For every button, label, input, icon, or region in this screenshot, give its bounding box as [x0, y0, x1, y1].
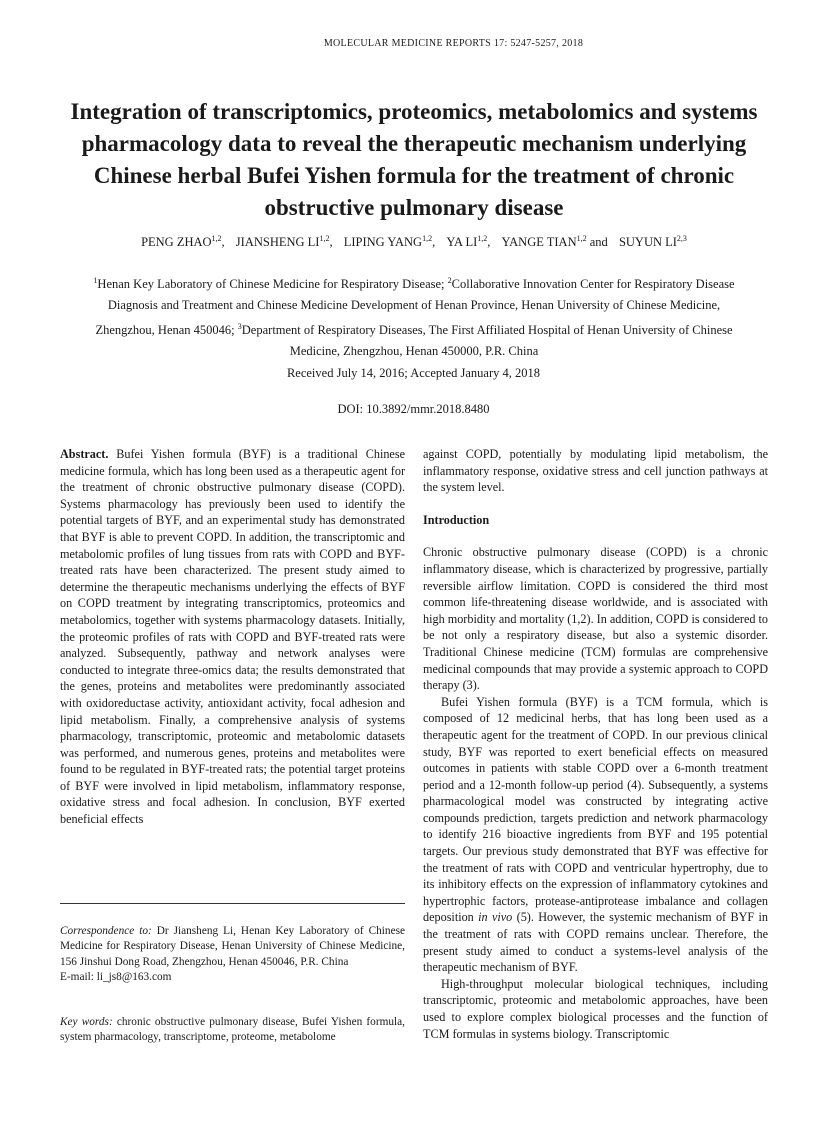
author: [446, 235, 490, 249]
section-heading-introduction: Introduction: [423, 512, 490, 527]
right-column: [423, 446, 768, 1042]
running-header: MOLECULAR MEDICINE REPORTS 17: 5247-5257, 2018: [323, 38, 584, 49]
paper-title: Integration of transcriptomics, proteomics, metabolomics and systems pharmacology data to reveal the therapeutic mechanism underlying Chinese herbal Bufei Yishen formula for the treatment of chronic obstructive pulmonary disease: [70, 99, 758, 220]
correspondence-text: Dr Jiansheng Li, Henan Key Laboratory of Chinese Medicine for Respiratory Disease, Henan University of Chinese Medicine, 156 Jinshui Dong Road, Zhengzhou, Henan 450046, P.R. China: [60, 925, 406, 968]
author-name: SUYUN LI: [618, 235, 677, 250]
affil-sup: 2: [447, 276, 452, 285]
affiliations: [80, 270, 748, 362]
intro-italic: in vivo: [478, 910, 513, 925]
author-sep: and: [586, 235, 608, 250]
intro-paragraph: High-throughput molecular biological techniques, including transcriptomic, proteomic and metabolomic approaches, have been used to explore complex biological processes and the function of TCM formulas in systems biology. Transcriptomic: [423, 976, 768, 1041]
author: [502, 235, 608, 249]
author: [619, 235, 687, 249]
keywords-text: chronic obstructive pulmonary disease, Bufei Yishen formula, system pharmacology, transcriptome, proteome, metabolome: [60, 1016, 405, 1044]
abstract-continued: against COPD, potentially by modulating lipid metabolism, the inflammatory response, oxidative stress and cell junction pathways at the system level.: [423, 447, 768, 495]
author: [236, 235, 333, 249]
author-affil-sup: 1,2: [422, 234, 433, 243]
affil-sup: 1: [93, 276, 98, 285]
author-name: JIANSHENG LI: [235, 235, 320, 250]
correspondence-email[interactable]: E-mail: li_js8@163.com: [60, 970, 172, 983]
footnote-divider: [60, 903, 405, 904]
keywords-label: Key words:: [60, 1016, 113, 1028]
left-column: [60, 446, 405, 828]
author-affil-sup: 1,2: [211, 234, 222, 243]
affil-sup: 3: [237, 322, 242, 332]
author-name: PENG ZHAO: [141, 235, 212, 250]
author: [344, 235, 435, 249]
author-name: LIPING YANG: [343, 235, 423, 250]
affiliation: Collaborative Innovation Center for Respiratory Disease Diagnosis and Treatment and Chinese Medicine Development of Henan Province, Henan University of Chinese Medicine, Zhengzhou, Henan 450046;: [95, 277, 735, 338]
keywords: [60, 1015, 405, 1046]
author: [141, 235, 225, 249]
author-sep: ,: [487, 235, 491, 250]
correspondence-label: Correspondence to:: [60, 925, 152, 937]
author-affil-sup: 1,2: [576, 234, 587, 243]
received-dates: Received July 14, 2016; Accepted January 4, 2018: [286, 366, 541, 380]
affiliation: Henan Key Laboratory of Chinese Medicine for Respiratory Disease;: [97, 277, 448, 292]
author-list: [60, 234, 768, 250]
author-sep: ,: [329, 235, 333, 250]
author-name: YA LI: [446, 235, 478, 250]
author-affil-sup: 1,2: [319, 234, 330, 243]
author-sep: ,: [432, 235, 436, 250]
author-name: YANGE TIAN: [501, 235, 577, 250]
abstract: [60, 446, 405, 828]
doi: DOI: 10.3892/mmr.2018.8480: [337, 402, 490, 416]
intro-paragraph: [423, 694, 768, 976]
affiliation: Department of Respiratory Diseases, The First Affiliated Hospital of Henan University of Chinese Medicine, Zhengzhou, Henan 450000, P.R. China: [241, 323, 733, 359]
abstract-text: Bufei Yishen formula (BYF) is a traditional Chinese medicine formula, which has long been used as a therapeutic agent for the treatment of chronic obstructive pulmonary disease (COPD). Systems pharmacology has previously been used to identify the potential targets of BYF, and an experimental study has demonstrated that BYF is able to prevent COPD. In addition, the transcriptomic and metabolomic profiles of lung tissues from rats with COPD and BYF-treated rats have been characterized. The present study aimed to determine the therapeutic mechanisms underlying the effects of BYF on COPD treatment by integrating transcriptomics, proteomics and metabolomics, together with systems pharmacology datasets. Initially, the proteomic profiles of rats with COPD and BYF-treated rats were analyzed. Subsequently, pathway and network analyses were conducted to integrate three-omics data; the results demonstrated that the genes, proteins and metabolites were predominantly associated with oxidoreductase activity, antioxidant activity, focal adhesion and lipid metabolism. Finally, a comprehensive analysis of systems pharmacology, transcriptomic, proteomic and metabolomic datasets was performed, and numerous genes, proteins and metabolites were found to be regulated in BYF-treated rats; the potential target proteins of BYF were involved in lipid metabolism, inflammatory response, oxidative stress and focal adhesion. In conclusion, BYF exerted beneficial effects: [60, 447, 405, 827]
intro-text: (5). However, the systemic mechanism of BYF in the treatment of rats with COPD remains unclear. Therefore, the present study aimed to conduct a systems-level analysis of the therapeutic mechanism of BYF.: [423, 910, 768, 975]
author-affil-sup: 1,2: [477, 234, 488, 243]
intro-paragraph: Chronic obstructive pulmonary disease (COPD) is a chronic inflammatory disease, which is characterized by progressive, partially reversible airflow limitation. COPD is considered the third most common life-threatening disease worldwide, and is associated with high morbidity and mortality (1,2). In addition, COPD is considered to be not only a respiratory disease, but also a systemic disorder. Traditional Chinese medicine (TCM) formulas are comprehensive medicinal compounds that may provide a systemic approach to COPD therapy (3).: [423, 545, 768, 693]
intro-text: Bufei Yishen formula (BYF) is a TCM formula, which is composed of 12 medicinal herbs, that has long been used as a therapeutic agent for the treatment of COPD. In our previous clinical study, BYF was reported to exert beneficial effects on measured outcomes in patients with stable COPD over a 6-month treatment period and a 12-month follow-up period (4). Subsequently, a systems pharmacological model was constructed by integrating active compounds prediction, targets prediction and network pharmacology to identify 216 bioactive ingredients from BYF and 195 potential targets. Our previous study demonstrated that BYF was effective for the treatment of rats with COPD and ventricular hypertrophy, due to its inhibitory effects on the expression of inflammatory cytokines and hypertrophic factors, protease-antiprotease imbalance and collagen deposition: [423, 694, 768, 925]
abstract-label: Abstract.: [60, 447, 109, 461]
correspondence: [60, 924, 405, 985]
author-sep: ,: [221, 235, 225, 250]
author-affil-sup: 2,3: [676, 234, 687, 243]
